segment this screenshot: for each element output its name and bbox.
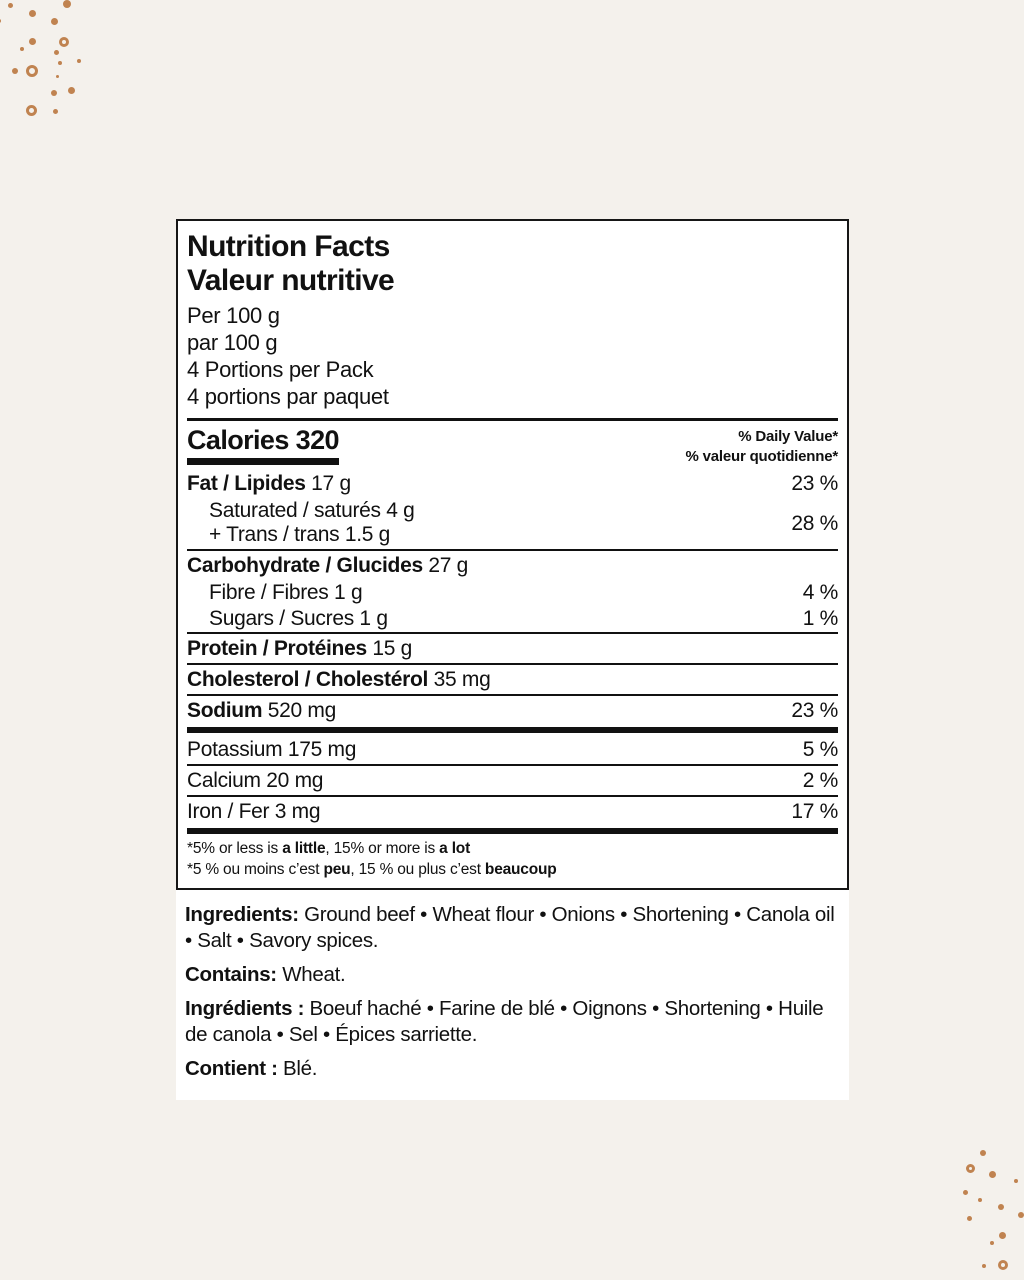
decorative-dot (1014, 1179, 1018, 1183)
nutrient-row-carbohydrate: Carbohydrate / Glucides 27 g (187, 549, 838, 580)
title-valeur-nutritive: Valeur nutritive (187, 264, 395, 297)
title-nutrition-facts: Nutrition Facts (187, 230, 390, 263)
saturated-line: Saturated / saturés 4 g (209, 499, 415, 522)
portions-per-pack-en: 4 Portions per Pack (187, 357, 374, 382)
decorative-dot (989, 1171, 996, 1178)
decorative-dot (63, 0, 71, 8)
calories-row (187, 421, 838, 467)
nutrient-row-fibre: Fibre / Fibres 1 g 4 % (209, 581, 838, 604)
footnote-fr: *5 % ou moins c’est peu, 15 % ou plus c’est beaucoup (187, 860, 557, 878)
contains-fr: Contient : Blé. (185, 1057, 318, 1080)
decorative-dot (978, 1198, 982, 1202)
calories-block (187, 425, 339, 465)
decorative-dot (999, 1232, 1006, 1239)
ingredients-fr: Ingrédients : Boeuf haché • Farine de blé • Oignons • Shortening • Huile de canola • Sel • Épices sarriette. (185, 997, 824, 1046)
portions-per-pack-fr: 4 portions par paquet (187, 384, 389, 409)
calcium-percent: 2 % (802, 769, 838, 792)
decorative-dot (980, 1150, 986, 1156)
nutrient-row-protein: Protein / Protéines 15 g (187, 632, 838, 663)
nutrient-row-saturated-trans (187, 498, 838, 549)
calories-text (187, 425, 339, 455)
decorative-dot (998, 1204, 1004, 1210)
nutrient-row-cholesterol: Cholesterol / Cholestérol 35 mg (187, 663, 838, 694)
decorative-dot (58, 61, 62, 65)
serving-size-fr: par 100 g (187, 330, 278, 355)
fibre-percent: 4 % (802, 581, 838, 604)
label-panel (176, 219, 849, 1100)
daily-value-header-en: % Daily Value* (738, 428, 838, 445)
decorative-dot (56, 75, 59, 78)
nutrient-row-sugars: Sugars / Sucres 1 g 1 % (209, 607, 838, 630)
decorative-dot (990, 1241, 994, 1245)
nutrition-facts-box (176, 219, 849, 890)
decorative-dot (68, 87, 75, 94)
nutrient-row-calcium: Calcium 20 mg 2 % (187, 764, 838, 795)
nutrient-row-sodium: Sodium 520 mg 23 % (187, 694, 838, 725)
decorative-dot (54, 50, 59, 55)
decorative-dot (963, 1190, 968, 1195)
contains-en: Contains: Wheat. (185, 963, 346, 986)
calories-value: 320 (295, 425, 339, 455)
thick-divider-after-sodium (187, 727, 838, 733)
decorative-dot (26, 65, 38, 77)
decorative-dot (59, 37, 69, 47)
decorative-dot (51, 18, 58, 25)
nutrient-row-fat: Fat / Lipides 17 g 23 % (187, 469, 838, 498)
ingredients-section (176, 890, 849, 1100)
decorative-dot (12, 68, 18, 74)
decorative-dot (966, 1164, 975, 1173)
nutrient-row-iron: Iron / Fer 3 mg 17 % (187, 795, 838, 826)
footnote-en: *5% or less is a little, 15% or more is a lot (187, 840, 471, 857)
decorative-dot (967, 1216, 972, 1221)
calories-label: Calories (187, 425, 289, 455)
decorative-dot (982, 1264, 986, 1268)
serving-info (187, 302, 838, 410)
potassium-percent: 5 % (802, 738, 838, 761)
daily-value-header (686, 425, 839, 467)
decorative-dot (29, 10, 36, 17)
saturated-trans-percent: 28 % (791, 511, 838, 535)
decorative-dot (77, 59, 81, 63)
decorative-dot (998, 1260, 1008, 1270)
calories-underbar (187, 458, 339, 465)
iron-percent: 17 % (791, 800, 838, 823)
thick-divider-after-iron (187, 828, 838, 834)
decorative-dot (53, 109, 58, 114)
sodium-percent: 23 % (791, 699, 838, 722)
decorative-dot (51, 90, 57, 96)
serving-size-en: Per 100 g (187, 303, 280, 328)
daily-value-header-fr: % valeur quotidienne* (685, 448, 838, 465)
decorative-dot (1018, 1212, 1024, 1218)
fat-percent: 23 % (791, 472, 838, 495)
decorative-dot (26, 105, 37, 116)
trans-line: + Trans / trans 1.5 g (209, 523, 391, 546)
decorative-dot (29, 38, 36, 45)
decorative-dot (8, 3, 13, 8)
ingredients-en: Ingredients: Ground beef • Wheat flour • Onions • Shortening • Canola oil • Salt • Savory spices. (185, 903, 835, 952)
decorative-dot (0, 19, 1, 23)
nutrient-table (187, 469, 838, 834)
nutrient-row-potassium: Potassium 175 mg 5 % (187, 735, 838, 764)
sugars-percent: 1 % (802, 607, 838, 630)
decorative-dot (20, 47, 24, 51)
